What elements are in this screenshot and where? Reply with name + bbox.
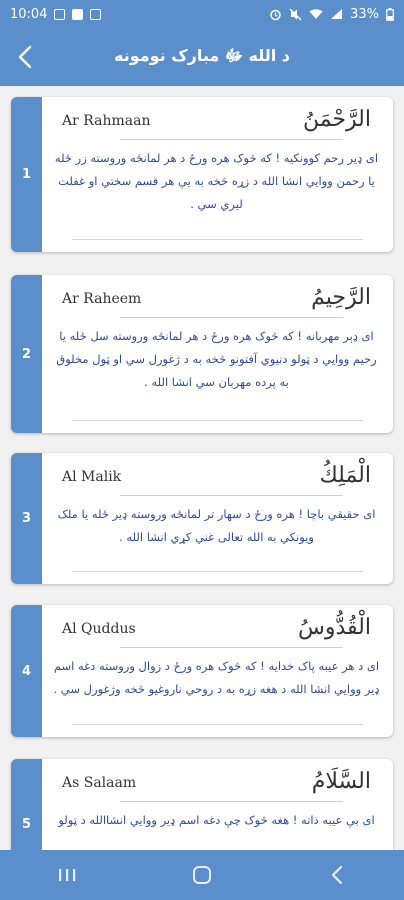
home-button[interactable]	[182, 855, 222, 895]
app-notification-icon	[90, 9, 101, 20]
divider	[72, 724, 363, 725]
arabic-name: الرَّحْمَنُ	[302, 107, 371, 132]
english-name: As Salaam	[62, 775, 137, 791]
english-name: Al Malik	[62, 469, 122, 485]
item-number: 5	[11, 759, 42, 850]
divider	[72, 420, 363, 421]
status-bar	[0, 0, 404, 28]
divider	[120, 801, 343, 802]
battery-percent: 33%	[350, 6, 379, 22]
back-button[interactable]	[8, 40, 42, 74]
arabic-name: الرَّحِيمُ	[311, 285, 371, 310]
item-content	[42, 605, 393, 737]
list-item[interactable]	[11, 453, 393, 584]
image-notification-icon	[72, 9, 83, 20]
divider	[120, 317, 343, 318]
signal-icon	[330, 8, 343, 20]
divider	[72, 239, 363, 240]
list-item[interactable]	[11, 759, 393, 850]
status-left	[10, 7, 101, 22]
list-item[interactable]	[11, 97, 393, 252]
meaning-text: ای حقیقي باچا ! هره ورځ د سهار تر لمانځه وروسته ډیر ځله یا ملک ویونکي به الله تعالی غني کړي انشا الله .	[57, 507, 376, 544]
arabic-name: الْقُدُّوسُ	[298, 615, 371, 640]
arabic-name: الْمَلِكُ	[319, 463, 371, 488]
meaning-text: ای ډیر رحم کوونکیه ! که څوک هره ورځ د هر لمانځه وروسته زر ځله یا رحمن ووایي انشا الله د زړه څخه به يې هر قسم سختي او غفلت لیري سي .	[54, 151, 379, 211]
page-title: د الله ﷻ مبارک نومونه	[113, 45, 290, 65]
item-content	[42, 97, 393, 252]
recents-icon	[57, 867, 77, 883]
item-number: 2	[11, 275, 42, 433]
alarm-icon	[269, 8, 282, 21]
item-number: 1	[11, 97, 42, 252]
divider	[120, 647, 343, 648]
mute-icon	[289, 8, 302, 21]
back-icon	[330, 865, 344, 885]
divider	[120, 139, 343, 140]
item-number: 4	[11, 605, 42, 737]
status-right	[269, 7, 394, 22]
meaning-text: ای د هر عیبه پاک خدایه ! که څوک هره ورځ د زوال وروسته دغه اسم ډیر ووایي انشا الله د هغه زړه به د روحي ناروغیو څخه وژغورل سي .	[53, 659, 380, 696]
english-name: Ar Raheem	[62, 291, 142, 307]
nav-back-button[interactable]	[317, 855, 357, 895]
arabic-name: السَّلَامُ	[311, 769, 371, 794]
list-item[interactable]	[11, 605, 393, 737]
english-name: Ar Rahmaan	[62, 113, 151, 129]
status-time: 10:04	[10, 6, 48, 22]
notification-icon	[54, 9, 65, 20]
divider	[120, 495, 343, 496]
item-number: 3	[11, 453, 42, 584]
wifi-icon	[309, 8, 323, 20]
chevron-left-icon	[17, 45, 33, 69]
app-toolbar	[0, 28, 404, 86]
meaning-text: ای ډېر مهربانه ! که څوک هره ورځ د هر لمانځه وروسته سل ځله یا رحیم ووایي د ټولو دنیوي آفتونو څخه به د ژغورل سي او ټول مخلوق به پرده مهربان سي انشا الله .	[56, 329, 377, 389]
names-list[interactable]	[0, 86, 404, 850]
list-item[interactable]	[11, 275, 393, 433]
item-content	[42, 759, 393, 850]
home-icon	[191, 864, 213, 886]
meaning-text: ای بې عیبه ذاته ! هغه څوک چې دغه اسم ډیر ووایي انشاالله د ټولو	[58, 813, 375, 827]
english-name: Al Quddus	[62, 621, 136, 637]
divider	[72, 571, 363, 572]
battery-icon	[386, 8, 394, 21]
recents-button[interactable]	[47, 855, 87, 895]
system-nav-bar	[0, 850, 404, 900]
item-content	[42, 453, 393, 584]
item-content	[42, 275, 393, 433]
